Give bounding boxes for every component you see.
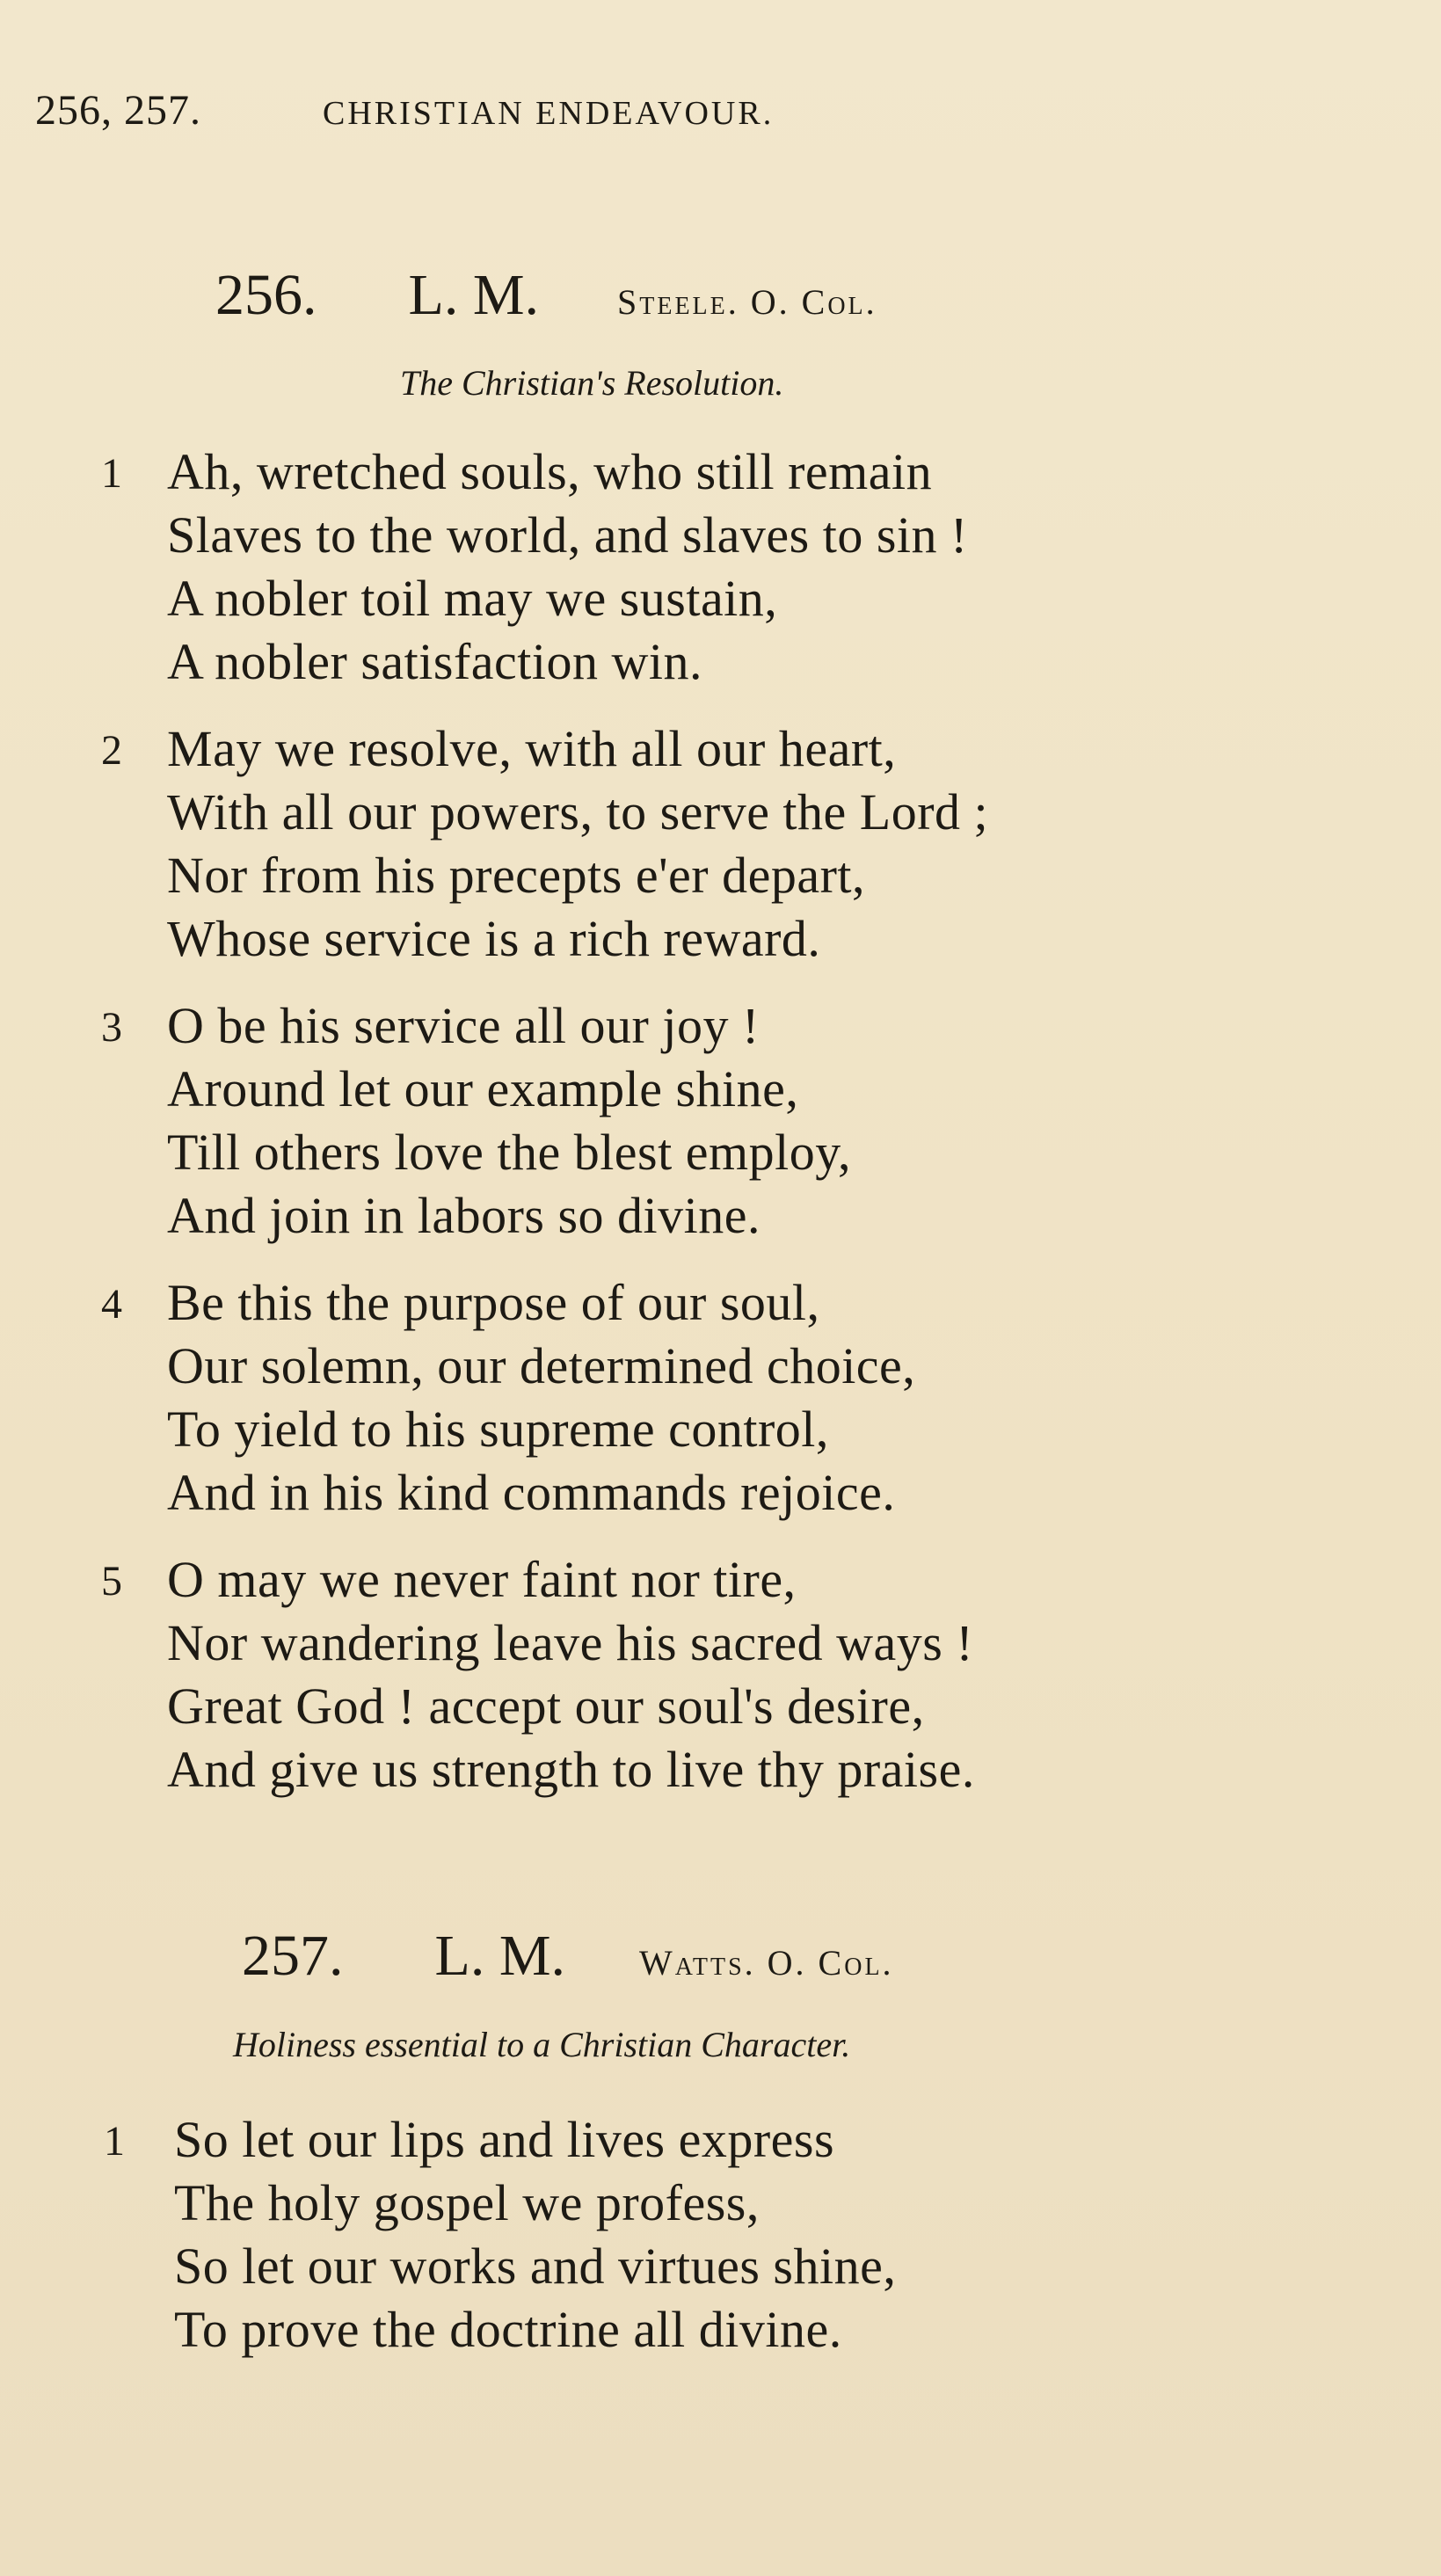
verse-line: And in his kind commands rejoice. — [167, 1464, 896, 1521]
hymn-subtitle-257: Holiness essential to a Christian Character. — [233, 2025, 851, 2064]
verse-line: The holy gospel we profess, — [174, 2174, 760, 2231]
page-numbers: 256, 257. — [35, 87, 201, 134]
verse-line: To yield to his supreme control, — [167, 1401, 829, 1458]
verse-line: To prove the doctrine all divine. — [174, 2301, 842, 2358]
verse-line: So let our works and virtues shine, — [174, 2238, 897, 2295]
running-title: CHRISTIAN ENDEAVOUR. — [323, 95, 775, 132]
verse-line: A nobler satisfaction win. — [167, 633, 703, 690]
hymn-heading-256 — [215, 262, 877, 329]
verse-line: A nobler toil may we sustain, — [167, 570, 778, 627]
verse-line: O may we never faint nor tire, — [167, 1551, 797, 1608]
stanza-number: 2 — [101, 727, 122, 774]
hymn-subtitle-256: The Christian's Resolution. — [400, 363, 784, 403]
stanza-number: 4 — [101, 1281, 122, 1328]
verse-line: Our solemn, our determined choice, — [167, 1337, 916, 1394]
stanza-number: 1 — [104, 2118, 125, 2165]
stanza-number: 1 — [101, 450, 122, 497]
verse-line: Be this the purpose of our soul, — [167, 1274, 820, 1331]
verse-line: Whose service is a rich reward. — [167, 910, 821, 967]
hymn-author: Watts. O. Col. — [639, 1943, 894, 1983]
verse-line: Nor from his precepts e'er depart, — [167, 847, 866, 904]
verse-line: O be his service all our joy ! — [167, 997, 760, 1054]
verse-line: So let our lips and lives express — [174, 2111, 835, 2168]
hymn-author: Steele. O. Col. — [617, 282, 877, 322]
verse-line: And join in labors so divine. — [167, 1187, 761, 1244]
verse-line: Till others love the blest employ, — [167, 1124, 851, 1181]
hymn-number: 257. — [242, 1924, 344, 1988]
verse-line: Nor wandering leave his sacred ways ! — [167, 1614, 974, 1671]
verse-line: Great God ! accept our soul's desire, — [167, 1677, 925, 1735]
stanza-number: 5 — [101, 1558, 122, 1605]
verse-line: With all our powers, to serve the Lord ; — [167, 783, 989, 840]
verse-line: And give us strength to live thy praise. — [167, 1741, 975, 1798]
verse-line: Ah, wretched souls, who still remain — [167, 443, 933, 500]
verse-line: Around let our example shine, — [167, 1060, 799, 1117]
hymn-heading-257 — [242, 1923, 894, 1990]
hymn-meter: L. M. — [408, 263, 539, 327]
verse-line: Slaves to the world, and slaves to sin ! — [167, 506, 968, 564]
hymn-meter: L. M. — [434, 1924, 565, 1988]
stanza-number: 3 — [101, 1004, 122, 1051]
running-head — [35, 86, 774, 135]
hymn-number: 256. — [215, 263, 317, 327]
verse-line: May we resolve, with all our heart, — [167, 720, 897, 777]
